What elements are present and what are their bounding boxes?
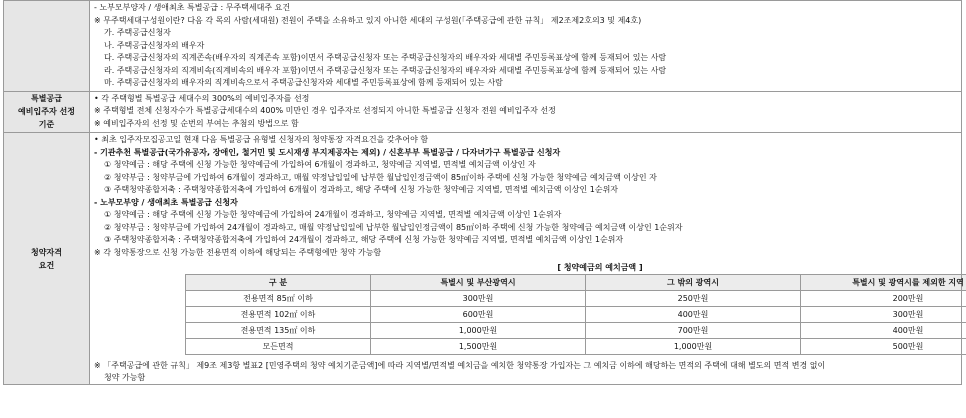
table-cell: 400만원 [801,323,966,339]
subheading: - 노부모부양 / 생애최초 특별공급 신청자 [94,197,238,207]
row-header-eligibility [4,133,90,385]
subheading: - 기관추천 특별공급(국가유공자, 장애인, 철거민 및 도시재생 부지제공자는 제외) / 신혼부부 특별공급 / 다자녀가구 특별공급 신청자 [94,147,561,157]
table-cell: 전용면적 135㎡ 이하 [186,323,371,339]
header-line: 요건 [38,260,55,270]
row-header-empty [4,1,90,92]
header-line: 특별공급 [31,94,62,104]
table-cell: 700만원 [586,323,801,339]
table-cell: 1,500만원 [371,339,586,355]
table-row [186,307,966,323]
deposit-header-row [186,275,966,291]
row-header-reserve [4,91,90,133]
row-reserve-selection [4,91,962,133]
text-line: - 노부모부양자 / 생애최초 특별공급 : 무주택세대주 요건 [94,3,291,12]
text-line: ※ 무주택세대구성원이란? 다음 각 목의 사람(세대원) 전원이 주택을 소유하고 있지 아니한 세대의 구성원(「주택공급에 관한 규칙」 제2조제2호의3 및 제4호) [94,15,642,25]
table-cell: 600만원 [371,307,586,323]
column-header: 특별시 및 부산광역시 [371,275,586,291]
header-line: 청약자격 [31,247,62,257]
text-line: 가. 주택공급신청자 [104,28,171,37]
table-cell: 1,000만원 [371,323,586,339]
text-line: ※ 예비입주자의 선정 및 순번의 부여는 추첨의 방법으로 함 [94,118,299,128]
table-cell: 250만원 [586,291,801,307]
text-line: 나. 주택공급신청자의 배우자 [104,40,205,50]
header-line: 예비입주자 선정 [18,107,75,117]
column-header: 구 분 [186,275,371,291]
column-header: 특별시 및 광역시를 제외한 지역 [801,275,966,291]
deposit-table-title: [ 청약예금의 예치금액 ] [557,263,643,272]
footnote-line: 청약 가능함 [104,373,146,382]
table-cell: 모든면적 [186,339,371,355]
table-cell: 300만원 [371,291,586,307]
footnote [90,360,961,384]
deposit-table [185,274,966,355]
text-line: ① 청약예금 : 해당 주택에 신청 가능한 청약예금에 가입하여 24개월이 경과하고, 청약예금 지역별, 면적별 예치금액 이상인 1순위자 [104,210,562,219]
eligibility-table [3,0,962,385]
text-line: ※ 각 청약통장으로 신청 가능한 전용면적 이하에 해당되는 주택형에만 청약 가능함 [94,247,382,257]
text-line: • 최초 입주자모집공고일 현재 다음 특별공급 유형별 신청자의 청약통장 자격요건을 갖추어야 함 [94,135,429,144]
row-homeless-household [4,1,962,92]
footnote-line: ※ 「주택공급에 관한 규칙」 제9조 제3항 별표2 [민영주택의 청약 예치기준금액]에 따라 지역별/면적별 예치금을 예치한 청약통장 가입자는 그 예치금 이하에 해당하는 면적의 주택에 대해 별도의 면적 변경 없이 [94,361,826,370]
text-line: 마. 주택공급신청자의 배우자의 직계비속으로서 주택공급신청자와 세대별 주민등록표상에 함께 등재되어 있는 사람 [104,78,503,87]
text-line: ③ 주택청약종합저축 : 주택청약종합저축에 가입하여 24개월이 경과하고, 해당 주택에 신청 가능한 청약예금 지역별, 면적별 예치금액 이상인 1순위자 [104,235,624,244]
document [3,0,964,385]
table-cell: 1,000만원 [586,339,801,355]
text-line: ② 청약부금 : 청약부금에 가입하여 24개월이 경과하고, 매월 약정납입일에 납부한 월납입인정금액이 85㎡이하 주택에 신청 가능한 청약예금 예치금액 이상인 1순위자 [104,222,683,232]
homeless-household-content [90,1,962,92]
text-line: 라. 주택공급신청자의 직계비속(직계비속의 배우자 포함)이면서 주택공급신청자 또는 주택공급신청자의 배우자와 세대별 주민등록표상에 함께 등재되어 있는 사람 [104,65,667,75]
text-line: • 각 주택형별 특별공급 세대수의 300%의 예비입주자를 선정 [94,93,310,103]
reserve-selection-content [90,91,962,133]
table-cell: 400만원 [586,307,801,323]
eligibility-content [90,133,962,385]
text-line: ※ 주택형별 전체 신청자수가 특별공급세대수의 400% 미만인 경우 입주자로 선정되지 아니한 특별공급 신청자 전원 예비입주자 선정 [94,106,556,115]
table-row [186,339,966,355]
column-header: 그 밖의 광역시 [586,275,801,291]
table-cell: 500만원 [801,339,966,355]
table-cell: 전용면적 85㎡ 이하 [186,291,371,307]
text-line: ① 청약예금 : 해당 주택에 신청 가능한 청약예금에 가입하여 6개월이 경과하고, 청약예금 지역별, 면적별 예치금액 이상인 자 [104,160,536,169]
text-line: ② 청약부금 : 청약부금에 가입하여 6개월이 경과하고, 매월 약정납입일에 납부한 월납입인정금액이 85㎡이하 주택에 신청 가능한 청약예금 예치금액 이상인 자 [104,172,657,182]
table-cell: 200만원 [801,291,966,307]
header-line: 기준 [38,120,55,130]
table-row [186,323,966,339]
text-line: 다. 주택공급신청자의 직계존속(배우자의 직계존속 포함)이면서 주택공급신청자 또는 주택공급신청자의 배우자와 세대별 주민등록표상에 함께 등재되어 있는 사람 [104,53,667,62]
table-row [186,291,966,307]
table-cell: 300만원 [801,307,966,323]
table-cell: 전용면적 102㎡ 이하 [186,307,371,323]
row-subscription-eligibility [4,133,962,385]
text-line: ③ 주택청약종합저축 : 주택청약종합저축에 가입하여 6개월이 경과하고, 해당 주택에 신청 가능한 청약예금 지역별, 면적별 예치금액 이상인 1순위자 [104,185,619,194]
